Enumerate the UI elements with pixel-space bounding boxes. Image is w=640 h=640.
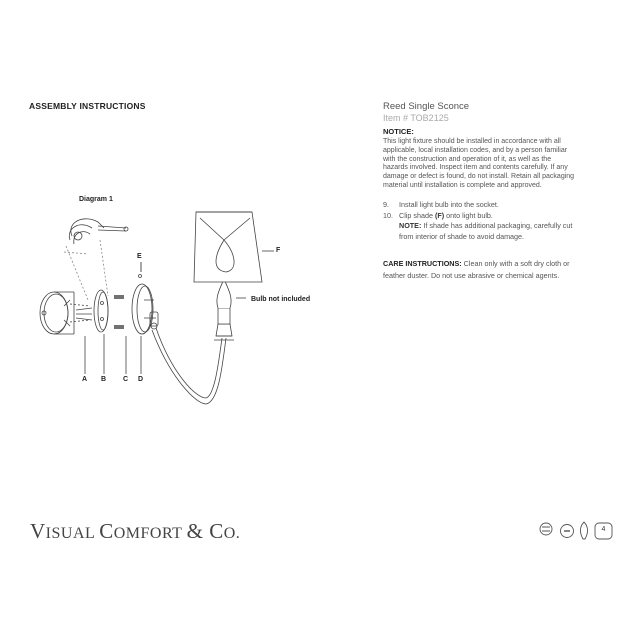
item-number: Item # TOB2125 <box>383 113 449 123</box>
step-text: Clip shade (F) onto light bulb. <box>399 210 493 220</box>
junction-box-a <box>40 292 90 334</box>
bulb-not-included-label: Bulb not included <box>251 296 311 303</box>
shade-f <box>194 212 262 282</box>
part-label-f: F <box>276 247 281 254</box>
notice-line: This light fixture should be installed in accordance with all <box>383 138 561 145</box>
step-text: Install light bulb into the socket. <box>399 200 499 209</box>
notice-line: applicable, local installation codes, and by a person familiar <box>383 146 568 154</box>
product-name: Reed Single Sconce <box>383 101 470 112</box>
step-number: 10. <box>383 210 393 220</box>
diagram-1-title: Diagram 1 <box>79 196 113 203</box>
part-label-d: D <box>138 376 144 383</box>
section-title: ASSEMBLY INSTRUCTIONS <box>29 101 146 111</box>
note-label: NOTE: <box>399 221 422 230</box>
care-instructions: CARE INSTRUCTIONS: Clean only with a soft dry cloth or feather duster. Do not use abrasive or chemical agents. <box>383 259 570 280</box>
step-note-line2: from interior of shade to avoid damage. <box>399 231 525 241</box>
notice-line: hazards involved. Inspect item and contents carefully. If any <box>383 164 568 172</box>
part-label-b: B <box>101 376 107 383</box>
mounting-plate-b <box>94 290 108 332</box>
step-note: NOTE: If shade has additional packaging, carefully cut <box>399 221 573 230</box>
notice-line: with the construction and operation of it, as well as the <box>383 155 552 163</box>
diagram-1-detail <box>64 219 128 254</box>
part-label-c: C <box>123 376 129 383</box>
sconce-arm <box>152 328 226 404</box>
care-label: CARE INSTRUCTIONS: <box>383 259 462 268</box>
socket-and-bulb <box>214 278 234 340</box>
part-label-a: A <box>82 376 88 383</box>
notice-line: damage or defect is found, do not install. Retain all packaging <box>383 173 575 181</box>
page-number: 4 <box>601 526 606 533</box>
step-number: 9. <box>383 200 389 209</box>
visual-comfort-logo: VISUAL COMFORT & CO. <box>30 519 241 543</box>
part-label-e: E <box>137 253 142 260</box>
notice-title: NOTICE: <box>383 127 414 136</box>
notice-line: material until installation is complete and approved. <box>383 181 542 189</box>
backplate-d <box>132 275 158 335</box>
